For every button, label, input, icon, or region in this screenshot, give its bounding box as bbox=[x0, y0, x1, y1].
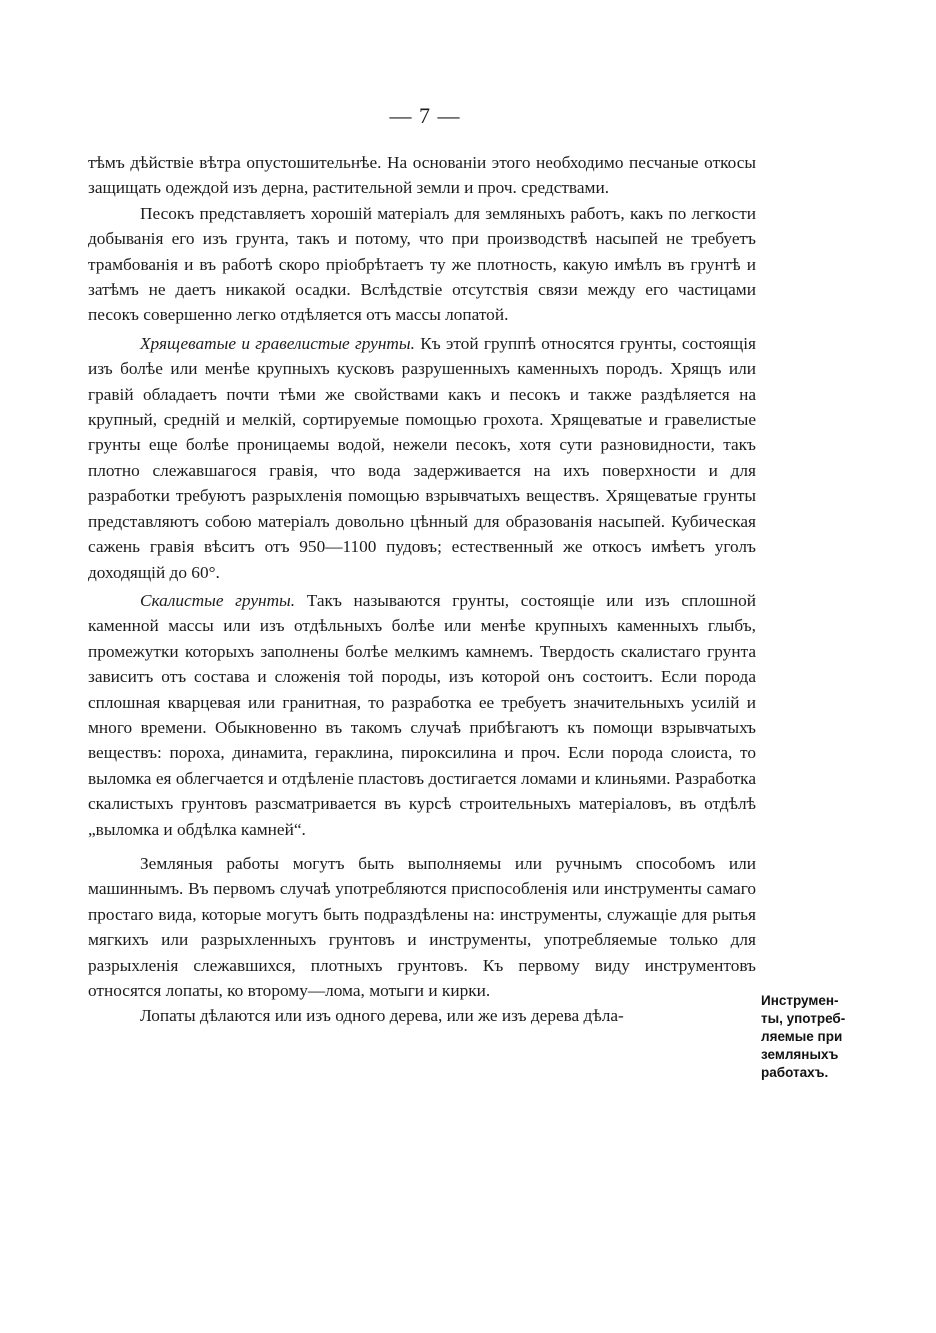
paragraph-text: Такъ называются грунты, состоящіе или изъ сплошной каменной массы или изъ отдѣльныхъ болѣе или менѣе крупныхъ каменныхъ глыбъ, промежутки которыхъ заполнены болѣе мелкимъ камнемъ. Твердость скалистаго грунта зависитъ отъ состава и сложенія той породы, изъ которой онъ состоитъ. Если порода сплошная кварцевая или гранитная, то разработка ее требуетъ значительныхъ усилій и много времени. Обыкновенно въ такомъ случаѣ прибѣгаютъ къ помощи взрывчатыхъ веществъ: пороха, динамита, гераклина, пироксилина и проч. Если порода слоиста, то выломка ея облегчается и отдѣленіе пластовъ достигается ломами и клиньями. Разработка скалистыхъ грунтовъ разсматривается въ курсѣ строительныхъ матеріаловъ, въ отдѣлѣ „выломка и обдѣлка камней“. bbox=[88, 590, 756, 839]
margin-note-line: Инструмен- bbox=[761, 993, 839, 1008]
paragraph-4 bbox=[88, 588, 756, 842]
section-heading: Скалистые грунты. bbox=[140, 590, 296, 610]
margin-note-line: работахъ. bbox=[761, 1065, 829, 1080]
paragraph-1 bbox=[88, 150, 756, 201]
page-number: — 7 — bbox=[389, 103, 461, 128]
paragraph-text: тѣмъ дѣйствіе вѣтра опустошительнѣе. На основаніи этого необходимо песчаные откосы защищать одеждой изъ дерна, растительной земли и проч. средствами. bbox=[88, 153, 756, 198]
paragraph-text: Къ этой группѣ относятся грунты, состоящія изъ болѣе или менѣе крупныхъ кусковъ разрушенныхъ каменныхъ породъ. Хрящъ или гравій обладаетъ почти тѣми же свойствами какъ и песокъ и также раздѣляется на крупный, средній и мелкій, сортируемые помощью грохота. Хрящеватые и гравелистые грунты еще болѣе проницаемы водой, нежели песокъ, хотя сути разновидности, такъ плотно слежавшагося гравія, что вода задерживается на ихъ поверхности и для разработки требуютъ разрыхленія помощью взрывчатыхъ веществъ. Хрящеватые грунты представляютъ собою матеріалъ довольно цѣнный для образованія насыпей. Кубическая сажень гравія вѣситъ отъ 950—1100 пудовъ; естественный же откосъ имѣетъ уголъ доходящій до 60°. bbox=[88, 333, 756, 582]
paragraph-2 bbox=[88, 201, 756, 328]
margin-note-line: ляемые при bbox=[761, 1029, 843, 1044]
margin-note-line: земляныхъ bbox=[761, 1047, 839, 1062]
paragraph-5 bbox=[88, 851, 756, 1003]
paragraph-6 bbox=[88, 1003, 756, 1028]
margin-note-line: ты, употреб- bbox=[761, 1011, 846, 1026]
body-text bbox=[88, 150, 756, 1029]
paragraph-text: Земляныя работы могутъ быть выполняемы или ручнымъ способомъ или машиннымъ. Въ первомъ случаѣ употребляются приспособленія или инструменты самаго простаго вида, которые могутъ быть подраздѣлены на: инструменты, служащіе для рытья мягкихъ или разрыхленныхъ грунтовъ и инструменты, употребляемые только для разрыхленія слежавшихся, плотныхъ грунтовъ. Къ первому виду инструментовъ относятся лопаты, ко второму—лома, мотыги и кирки. bbox=[88, 853, 756, 1000]
paragraph-text: Песокъ представляетъ хорошій матеріалъ для земляныхъ работъ, какъ по легкости добыванія его изъ грунта, такъ и потому, что при производствѣ насыпей не требуетъ трамбованія и въ работѣ скоро пріобрѣтаетъ ту же плотность, какую имѣлъ въ грунтѣ и затѣмъ не даетъ никакой осадки. Вслѣдствіе отсутствія связи между его частицами песокъ совершенно легко отдѣляется отъ массы лопатой. bbox=[88, 203, 756, 325]
paragraph-text: Лопаты дѣлаются или изъ одного дерева, или же изъ дерева дѣла- bbox=[140, 1006, 624, 1026]
margin-note bbox=[761, 992, 853, 1082]
section-heading: Хрящеватые и гравелистые грунты. bbox=[140, 333, 415, 353]
paragraph-3 bbox=[88, 331, 756, 585]
